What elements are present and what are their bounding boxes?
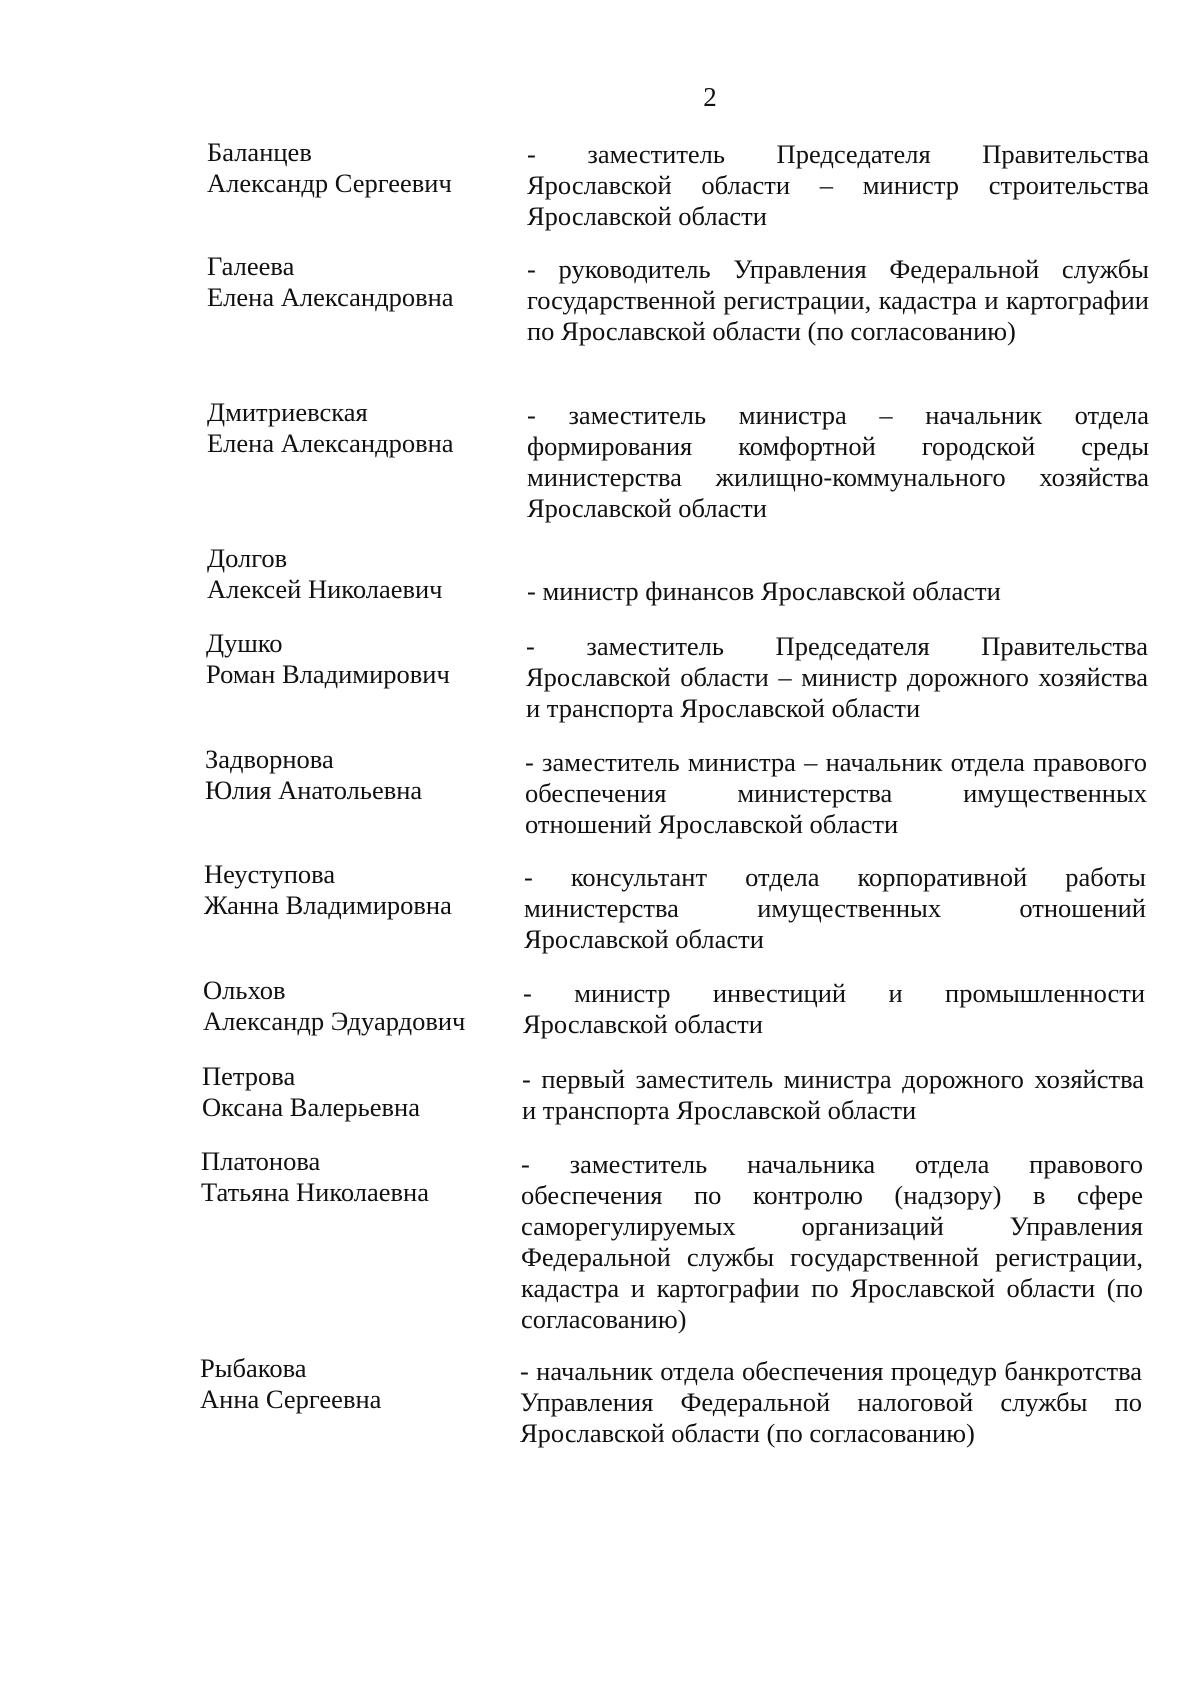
member-position: - заместитель Председателя Правительства Ярославской области – министр дорожного хозяйства и транспорта Ярославской области: [526, 631, 1148, 723]
member-position: - министр инвестиций и промышленности Ярославской области: [523, 978, 1145, 1039]
member-surname: Задворнова: [205, 744, 334, 774]
member-surname: Неуступова: [204, 859, 336, 889]
member-given-names: Алексей Николаевич: [207, 574, 443, 604]
member-name: [202, 1061, 492, 1123]
member-given-names: Елена Александровна: [207, 428, 454, 458]
member-surname: Петрова: [202, 1061, 296, 1091]
member-surname: Долгов: [207, 543, 288, 573]
member-surname: Баланцев: [207, 137, 312, 167]
member-given-names: Елена Александровна: [207, 282, 454, 312]
member-position: - заместитель министра – начальник отдела правового обеспечения министерства имущественных отношений Ярославской области: [525, 747, 1147, 839]
member-name: [207, 543, 497, 605]
page-number: 2: [703, 82, 717, 112]
member-surname: Рыбакова: [200, 1353, 307, 1383]
member-name: [205, 744, 495, 806]
member-given-names: Юлия Анатольевна: [205, 775, 423, 805]
member-surname: Ольхов: [203, 975, 286, 1005]
member-position: - начальник отдела обеспечения процедур банкротства Управления Федеральной налоговой службы по Ярославской области (по согласованию): [520, 1356, 1142, 1448]
member-position: - руководитель Управления Федеральной службы государственной регистрации, кадастра и картографии по Ярославской области (по согласованию): [527, 254, 1149, 346]
member-name: [207, 137, 497, 199]
member-name: [201, 1146, 491, 1208]
member-given-names: Оксана Валерьевна: [202, 1092, 420, 1122]
member-name: [200, 1353, 490, 1415]
member-position: - министр финансов Ярославской области: [527, 576, 1001, 606]
member-name: [204, 859, 494, 921]
member-surname: Дмитриевская: [207, 397, 368, 427]
member-position: - консультант отдела корпоративной работы министерства имущественных отношений Ярославской области: [524, 862, 1146, 954]
member-surname: Галеева: [207, 251, 295, 281]
member-surname: Душко: [206, 628, 283, 658]
member-given-names: Александр Сергеевич: [207, 168, 452, 198]
member-given-names: Жанна Владимировна: [204, 890, 452, 920]
member-surname: Платонова: [201, 1146, 321, 1176]
member-position: - заместитель Председателя Правительства Ярославской области – министр строительства Ярославской области: [527, 139, 1149, 231]
member-given-names: Татьяна Николаевна: [201, 1177, 429, 1207]
member-name: [203, 975, 493, 1037]
member-given-names: Роман Владимирович: [206, 659, 450, 689]
member-name: [207, 251, 497, 313]
member-position: - первый заместитель министра дорожного хозяйства и транспорта Ярославской области: [522, 1064, 1144, 1125]
member-position: - заместитель начальника отдела правового обеспечения по контролю (надзору) в сфере саморегулируемых организаций Управления Федеральной службы государственной регистрации, кадастра и картографии по Ярославской области (по согласованию): [521, 1149, 1143, 1334]
member-position: - заместитель министра – начальник отдела формирования комфортной городской среды министерства жилищно-коммунального хозяйства Ярославской области: [527, 400, 1149, 523]
member-name: [206, 628, 496, 690]
member-given-names: Анна Сергеевна: [200, 1384, 382, 1414]
member-given-names: Александр Эдуардович: [203, 1006, 466, 1036]
member-name: [207, 397, 497, 459]
